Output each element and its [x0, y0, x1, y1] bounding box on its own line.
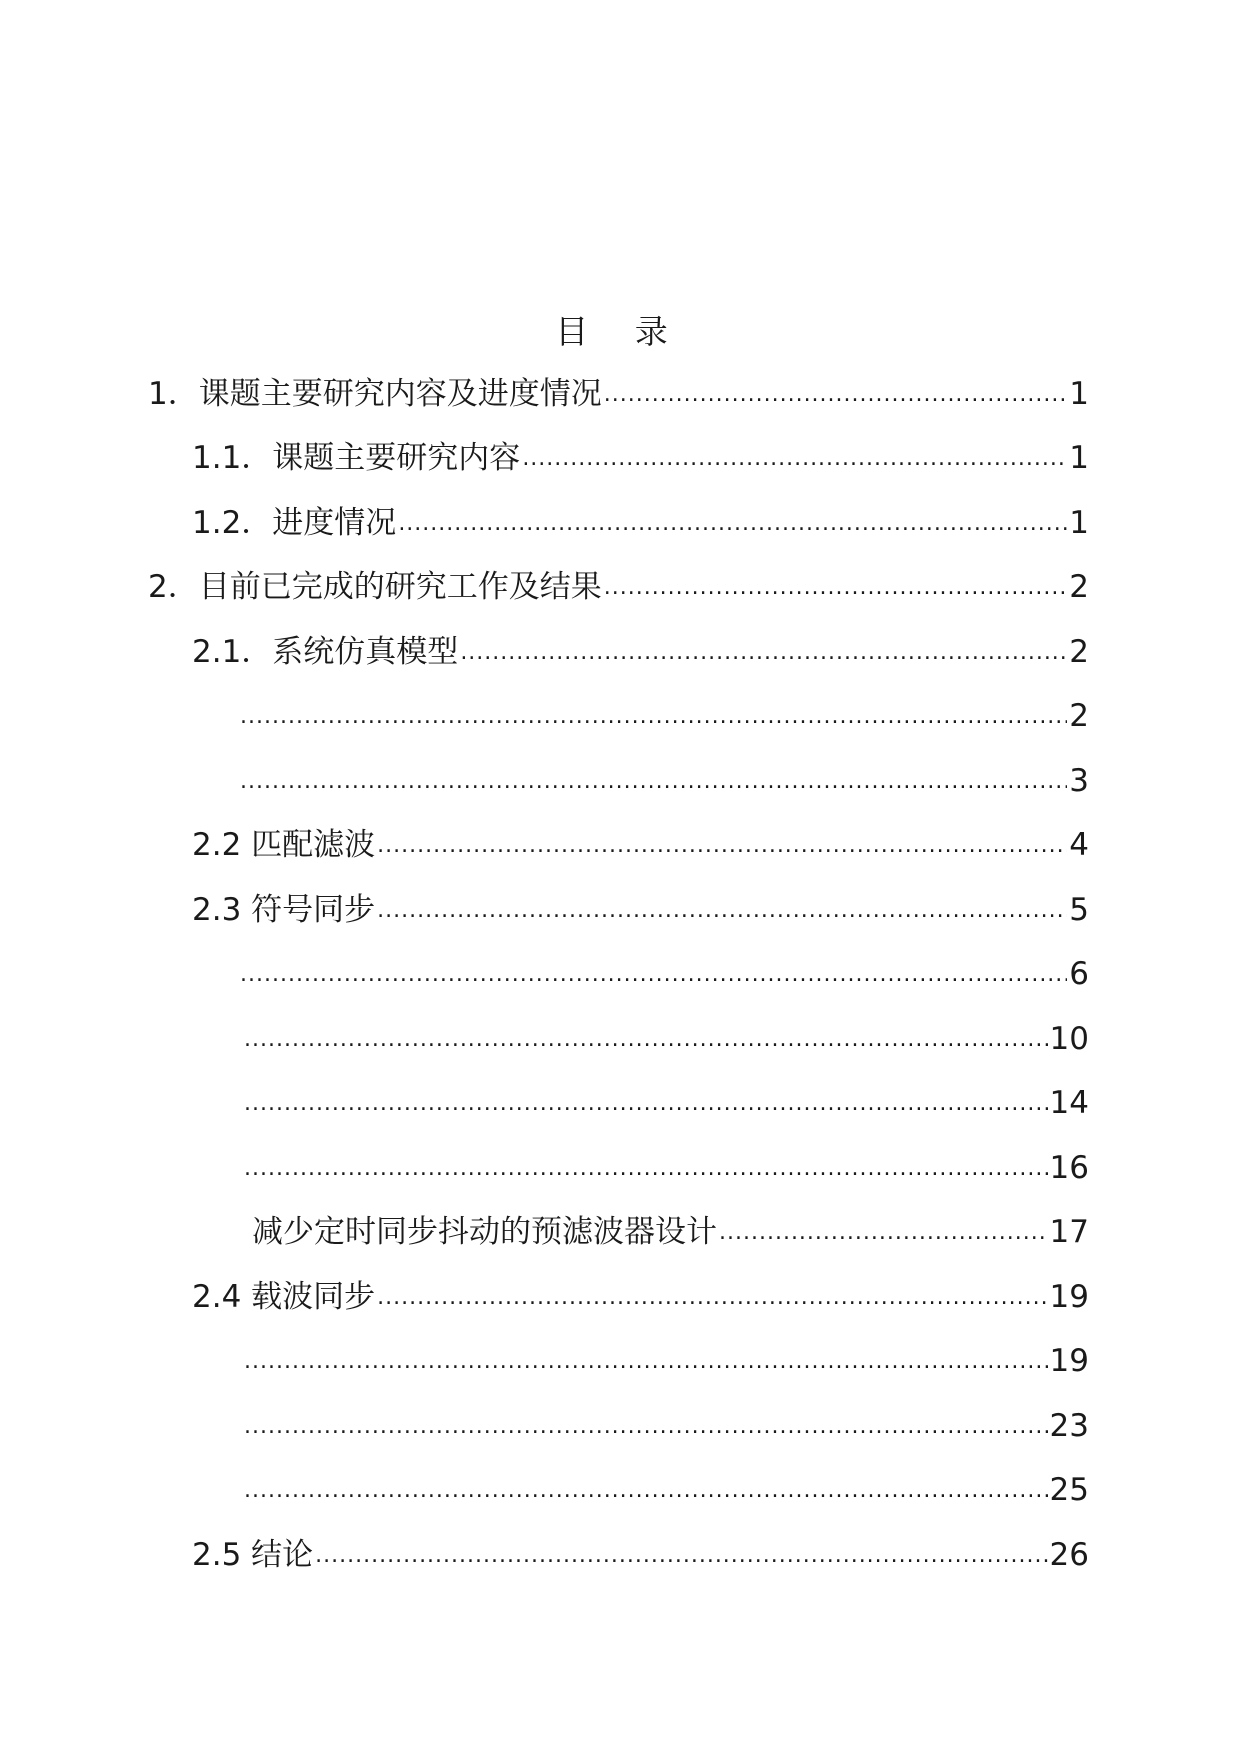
toc-entry-label: 1.1．课题主要研究内容 [192, 440, 521, 476]
toc-entry-label: 2.1．系统仿真模型 [192, 634, 459, 670]
dot-leader [244, 1465, 1048, 1513]
toc-entry-page: 1 [1069, 440, 1089, 476]
dot-leader [315, 1530, 1047, 1578]
dot-leader [377, 885, 1067, 933]
toc-entry-page: 6 [1069, 956, 1089, 992]
dot-leader [240, 949, 1067, 997]
dot-leader [377, 1272, 1047, 1320]
toc-entry[interactable] [192, 823, 1089, 867]
toc-entry-label: 2.4 载波同步 [192, 1279, 376, 1315]
dot-leader [604, 562, 1068, 610]
toc-entry[interactable] [242, 1339, 1089, 1383]
toc-entry[interactable] [242, 1081, 1089, 1125]
toc-entry[interactable] [238, 759, 1089, 803]
dot-leader [244, 1078, 1048, 1126]
toc-entry-label: 2.3 符号同步 [192, 892, 376, 928]
dot-leader [377, 820, 1067, 868]
toc-entry-label: 减少定时同步抖动的预滤波器设计 [252, 1214, 717, 1250]
toc-entry-page: 2 [1069, 569, 1089, 605]
toc-entry[interactable] [242, 1404, 1089, 1448]
toc-entry-page: 5 [1069, 892, 1089, 928]
dot-leader [398, 498, 1067, 546]
toc-entry-page: 26 [1049, 1537, 1089, 1573]
toc-title: 目 录 [555, 312, 686, 351]
toc-entry-page: 17 [1049, 1214, 1089, 1250]
toc-entry-page: 10 [1049, 1021, 1089, 1057]
toc-entry-page: 19 [1049, 1343, 1089, 1379]
toc-entry-page: 2 [1069, 698, 1089, 734]
toc-entry-page: 3 [1069, 763, 1089, 799]
toc-entry-label: 1．课题主要研究内容及进度情况 [148, 376, 602, 412]
toc-entry[interactable] [242, 1017, 1089, 1061]
toc-entry[interactable] [242, 1146, 1089, 1190]
toc-entry[interactable] [192, 1533, 1089, 1577]
dot-leader [604, 369, 1068, 417]
toc-entry-page: 23 [1049, 1408, 1089, 1444]
toc-entry-page: 1 [1069, 505, 1089, 541]
dot-leader [244, 1014, 1048, 1062]
toc-entry[interactable] [192, 501, 1089, 545]
toc-entry-label: 2.2 匹配滤波 [192, 827, 376, 863]
toc-entry-page: 19 [1049, 1279, 1089, 1315]
toc-entry[interactable] [252, 1210, 1089, 1254]
toc-entry-page: 1 [1069, 376, 1089, 412]
toc-entry-label: 1.2．进度情况 [192, 505, 397, 541]
dot-leader [719, 1207, 1048, 1255]
dot-leader [240, 691, 1067, 739]
toc-entry[interactable] [148, 372, 1089, 416]
toc-entry[interactable] [192, 1275, 1089, 1319]
toc-entry-page: 16 [1049, 1150, 1089, 1186]
toc-entry-page: 25 [1049, 1472, 1089, 1508]
dot-leader [460, 627, 1067, 675]
toc-entry-page: 14 [1049, 1085, 1089, 1121]
toc-entry[interactable] [192, 436, 1089, 480]
toc-entry-page: 2 [1069, 634, 1089, 670]
toc-entry-page: 4 [1069, 827, 1089, 863]
toc-entry[interactable] [192, 630, 1089, 674]
toc-entry-label: 2．目前已完成的研究工作及结果 [148, 569, 602, 605]
toc-entry[interactable] [192, 888, 1089, 932]
toc-entry[interactable] [242, 1468, 1089, 1512]
toc-entry[interactable] [238, 952, 1089, 996]
toc-entry[interactable] [148, 565, 1089, 609]
dot-leader [244, 1336, 1048, 1384]
dot-leader [244, 1401, 1048, 1449]
dot-leader [240, 756, 1067, 804]
dot-leader [522, 433, 1067, 481]
toc-entry[interactable] [238, 694, 1089, 738]
dot-leader [244, 1143, 1048, 1191]
toc-entry-label: 2.5 结论 [192, 1537, 314, 1573]
